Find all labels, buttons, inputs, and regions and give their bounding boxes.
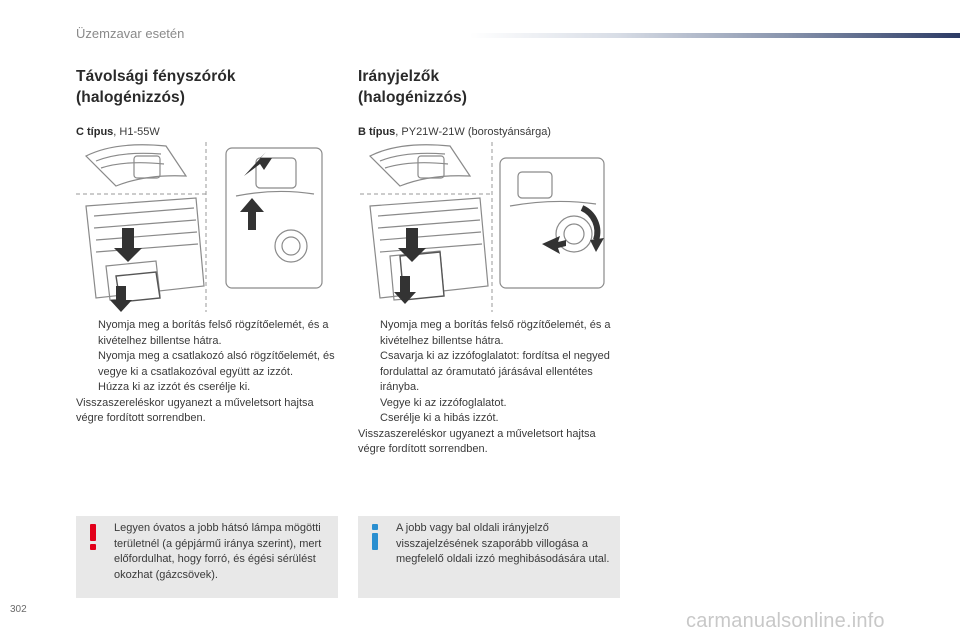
bulb-type-line: B típus, PY21W-21W (borostyánsárga) [358,126,551,138]
info-icon [368,524,382,550]
step-item: Nyomja meg a csatlakozó alsó rögzítőelemét, és vegye ki a csatlakozóval együtt az izzót. [98,350,335,378]
step-item: Cserélje ki a hibás izzót. [380,412,499,424]
step-item: Nyomja meg a borítás felső rögzítőelemét, és a kivételhez billentse hátra. [380,319,611,347]
header-title: Üzemzavar esetén [76,26,185,41]
info-note [358,516,620,598]
reassembly-note: Visszaszereléskor ugyanezt a műveletsort hajtsa végre fordított sorrendben. [76,396,314,424]
header-gradient-bar [470,33,960,38]
info-note-text: A jobb vagy bal oldali irányjelző visszajelzésének szaporább villogása a megfelelő oldali izzó meghibásodására utal. [396,522,610,565]
headlamp-illustration-high-beam [76,136,336,316]
section-high-beam [76,66,338,138]
step-item: Nyomja meg a borítás felső rögzítőelemét, és a kivételhez billentse hátra. [98,319,329,347]
step-item: Húzza ki az izzót és cserélje ki. [98,381,251,393]
section-title-high-beam: Távolsági fényszórók (halogénizzós) [76,68,236,106]
headlamp-drawing [76,136,336,316]
step-item: Csavarja ki az izzófoglalatot: fordítsa el negyed fordulattal az óramutató járásával ellentétes irányba. [380,350,610,393]
steps-high-beam [76,318,338,427]
warning-exclamation-icon [86,524,100,550]
section-turn-signals [358,66,620,138]
headlamp-illustration-turn-signal [360,136,620,316]
page-number: 302 [10,604,27,615]
warning-note [76,516,338,598]
headlamp-drawing [360,136,620,316]
steps-turn-signals [358,318,620,458]
bulb-type-line: C típus, H1-55W [76,126,160,138]
section-title-turn-signals: Irányjelzők (halogénizzós) [358,68,468,106]
watermark: carmanualsonline.info [686,610,885,632]
warning-note-text: Legyen óvatos a jobb hátsó lámpa mögötti területnél (a gépjármű iránya szerint), mert előfordulhat, hogy forró, és égési sérülést okozhat (gázcsövek). [114,522,322,581]
reassembly-note: Visszaszereléskor ugyanezt a műveletsort hajtsa végre fordított sorrendben. [358,427,596,455]
step-item: Vegye ki az izzófoglalatot. [380,396,507,409]
